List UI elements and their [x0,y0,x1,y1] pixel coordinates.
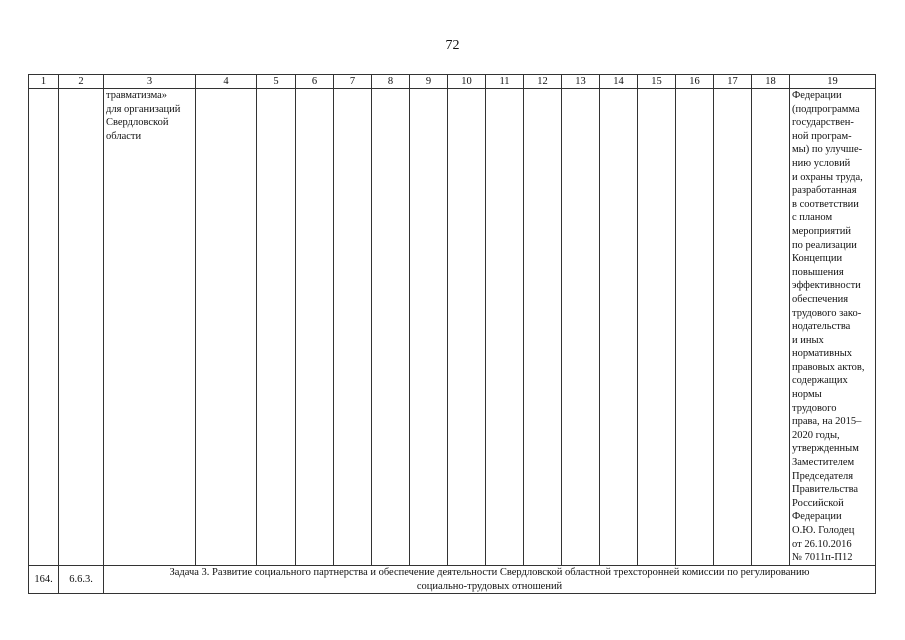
text-line: мы) по улучше- [792,144,863,156]
text-line: содержащих [792,375,848,387]
column-header: 16 [676,75,714,89]
cell-col9 [410,89,448,566]
column-header: 18 [752,75,790,89]
source-document-text [790,89,875,565]
text-line: Российской [792,497,844,509]
cell-col2 [59,89,104,566]
column-header: 1 [29,75,59,89]
cell-col18 [752,89,790,566]
cell-col8 [372,89,410,566]
cell-col15 [638,89,676,566]
text-line: (подпрограмма [792,103,860,115]
text-line: и охраны труда, [792,171,863,183]
cell-col12 [524,89,562,566]
column-header: 19 [790,75,876,89]
text-line: трудового [792,402,837,414]
cell-col4 [196,89,257,566]
text-line: мероприятий [792,225,851,237]
text-line: и иных [792,334,824,346]
column-header: 10 [448,75,486,89]
cell-col5 [257,89,296,566]
text-line: повышения [792,266,844,278]
text-line: нодательства [792,321,851,333]
task-row [29,566,876,594]
text-line: Председателя [792,470,854,482]
cell-col17 [714,89,752,566]
cell-col13 [562,89,600,566]
cell-col11 [486,89,524,566]
cell-col1 [29,89,59,566]
cell-col19 [790,89,876,566]
document-table [28,74,876,594]
text-line: обеспечения [792,293,849,305]
cell-col10 [448,89,486,566]
text-line: ной програм- [792,130,852,142]
text-line: области [106,130,142,142]
column-header: 12 [524,75,562,89]
text-line: Федерации [792,90,842,101]
indicator-name-text [104,89,195,143]
text-line: в соответствии [792,198,859,210]
cell-col3 [104,89,196,566]
row-number: 164. [29,566,59,594]
text-line: с планом [792,212,833,224]
text-line: трудового зако- [792,307,862,319]
task-description-line: социально-трудовых отношений [416,580,563,592]
column-header: 8 [372,75,410,89]
column-header: 17 [714,75,752,89]
text-line: О.Ю. Голодец [792,525,855,536]
text-line: 2020 годы, [792,429,840,441]
text-line: Свердловской [106,117,169,129]
text-line: для организаций [106,103,181,115]
column-header: 6 [296,75,334,89]
column-header: 9 [410,75,448,89]
text-line: утвержденным [792,443,859,455]
column-header: 13 [562,75,600,89]
text-line: государствен- [792,117,854,129]
cell-col6 [296,89,334,566]
text-line: Правительства [792,484,859,496]
text-line: разработанная [792,185,857,197]
item-code: 6.6.3. [59,566,104,594]
cell-col14 [600,89,638,566]
text-line: Заместителем [792,457,855,469]
table-row [29,89,876,566]
column-header: 11 [486,75,524,89]
column-header: 2 [59,75,104,89]
text-line: нормативных [792,348,853,360]
text-line: № 7011п-П12 [792,552,853,564]
column-header: 15 [638,75,676,89]
column-header: 4 [196,75,257,89]
text-line: нию условий [792,157,851,169]
cell-col16 [676,89,714,566]
column-number-row [29,75,876,89]
cell-col7 [334,89,372,566]
text-line: от 26.10.2016 [792,538,852,550]
page-number: 72 [445,38,460,53]
text-line: травматизма» [106,90,168,101]
column-header: 7 [334,75,372,89]
text-line: по реализации [792,239,857,251]
column-header: 3 [104,75,196,89]
column-header: 14 [600,75,638,89]
task-description [104,566,876,594]
column-header: 5 [257,75,296,89]
text-line: права, на 2015– [792,416,862,428]
text-line: Концепции [792,253,843,265]
text-line: Федерации [792,511,842,523]
task-description-line: Задача 3. Развитие социального партнерства и обеспечение деятельности Свердловской областной трехсторонней комиссии по регулированию [169,567,810,578]
text-line: эффективности [792,280,861,292]
text-line: нормы [792,389,822,401]
text-line: правовых актов, [792,361,865,373]
